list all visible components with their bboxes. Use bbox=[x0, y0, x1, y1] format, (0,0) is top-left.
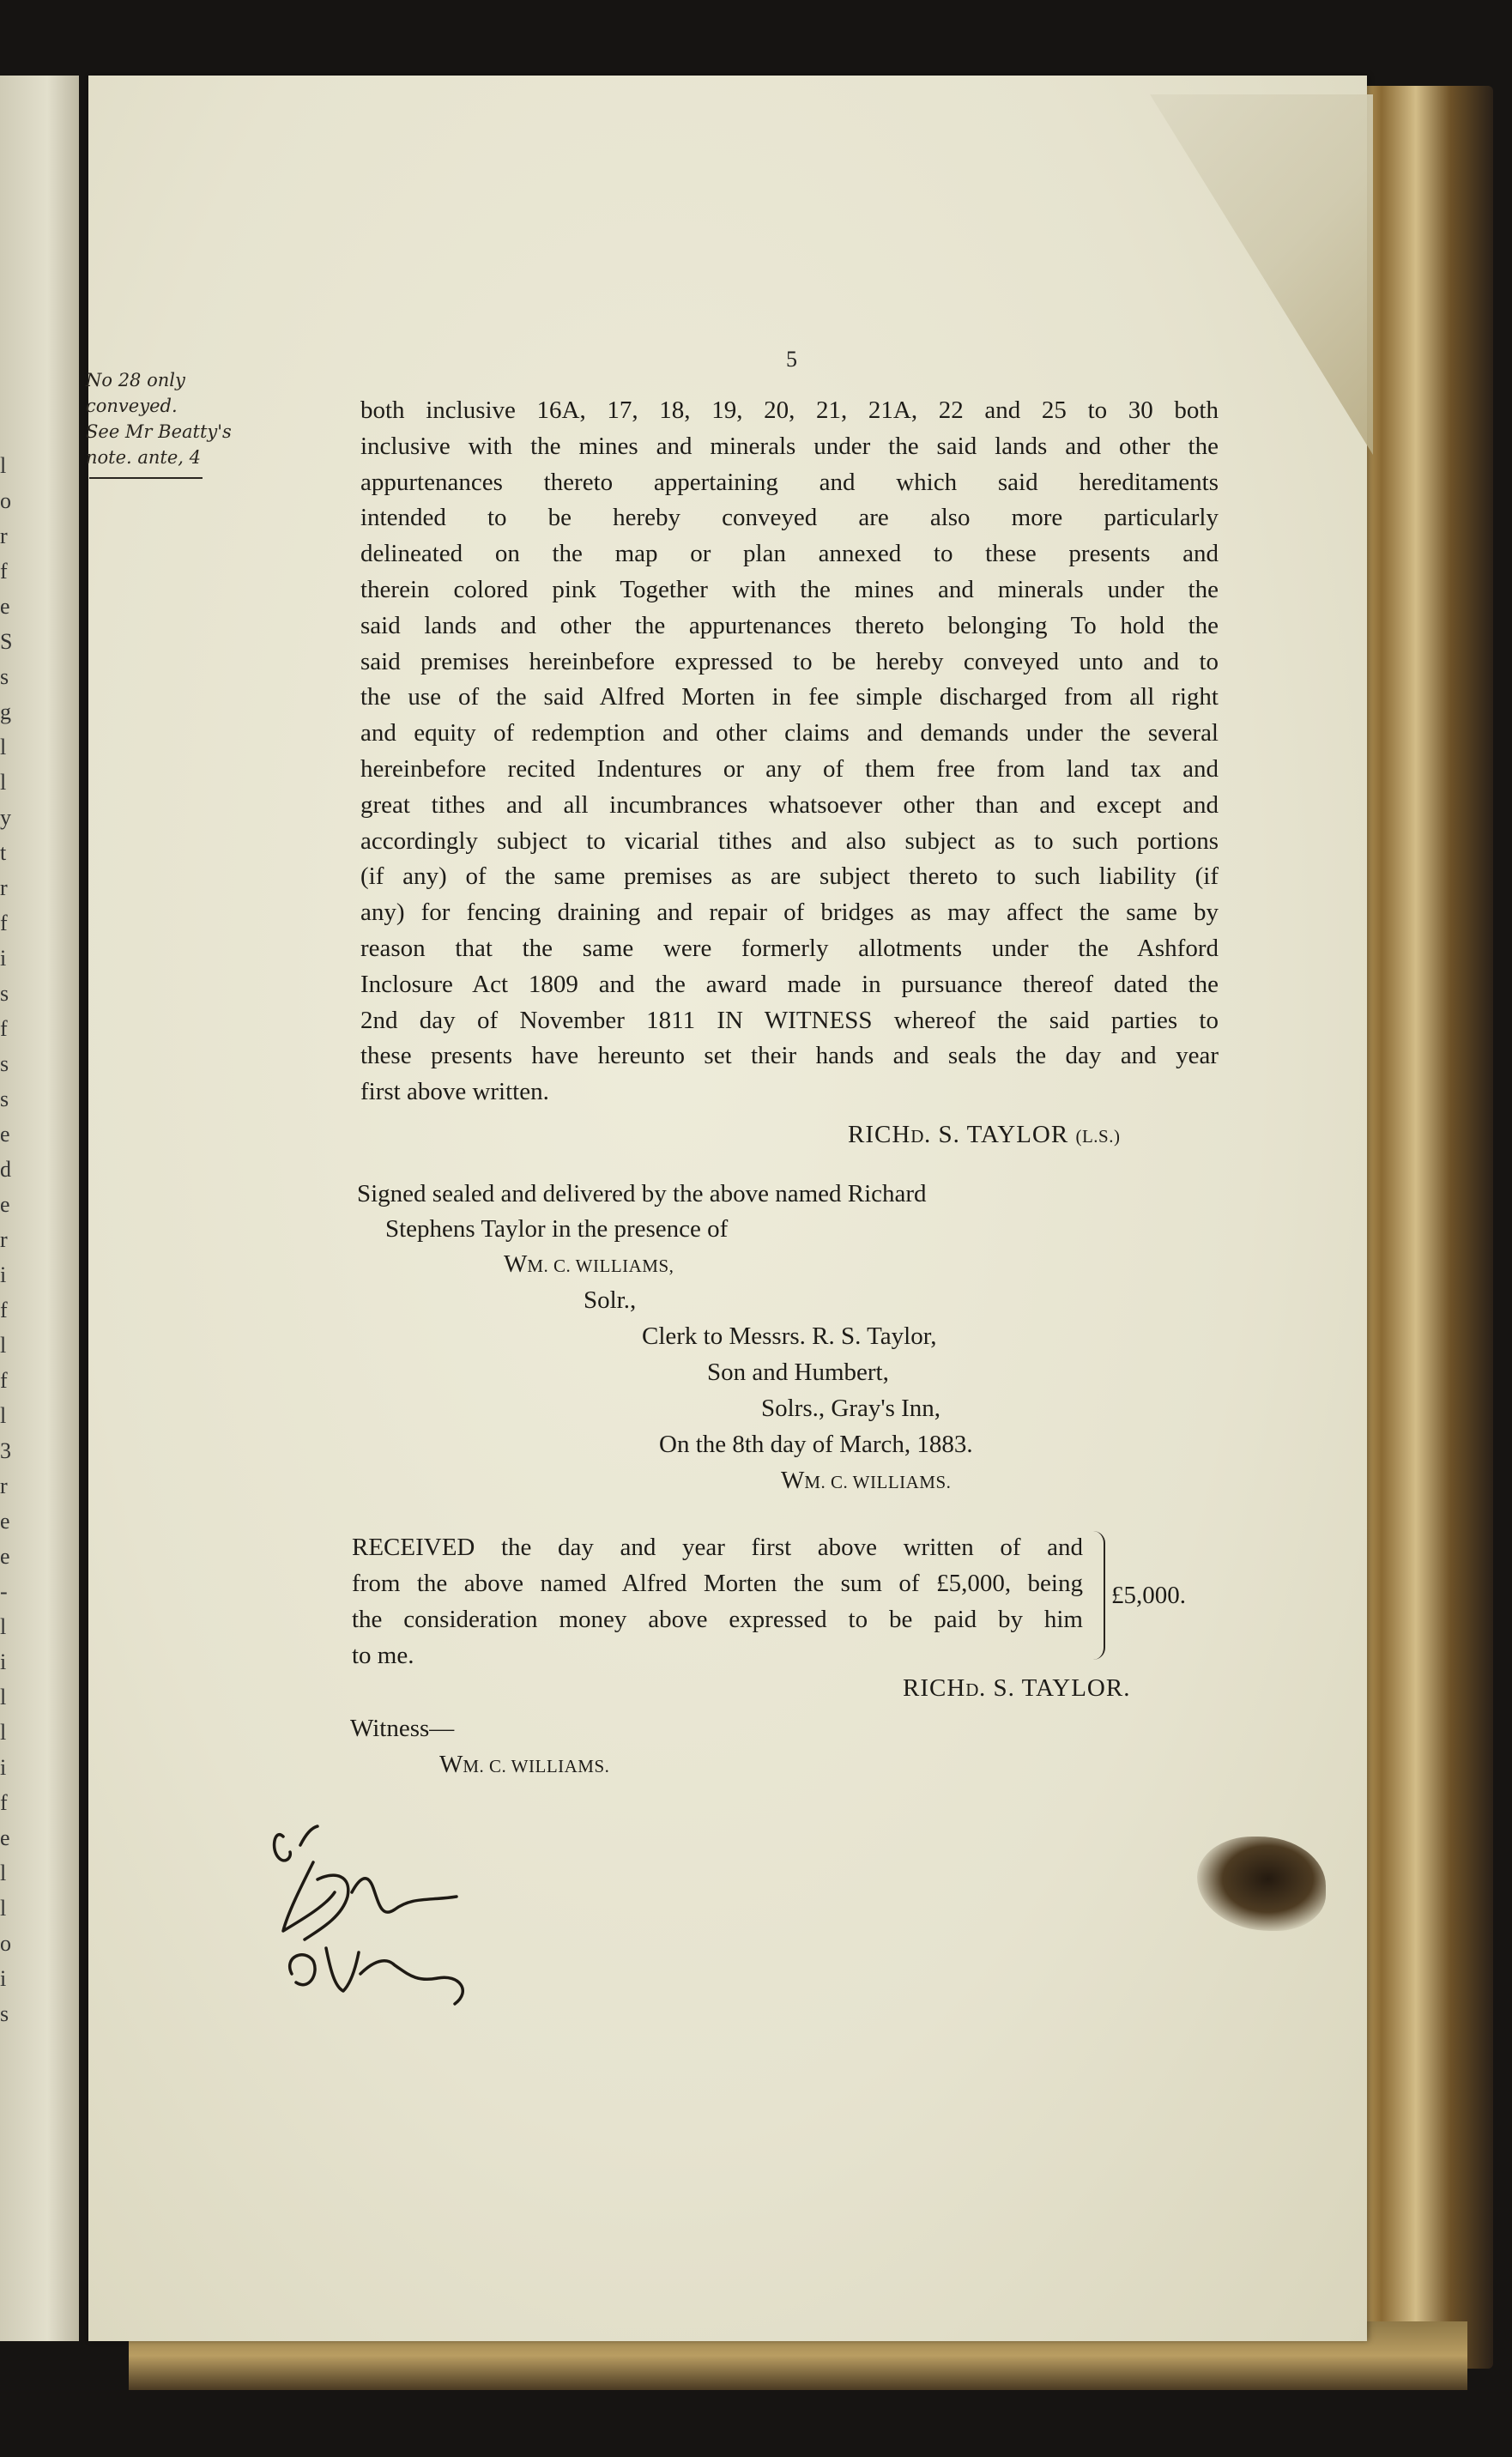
left-page-letter: e bbox=[0, 1544, 10, 1569]
left-page-letter: r bbox=[0, 1227, 8, 1252]
receipt-text-line: the consideration money above expressed to be paid by him bbox=[352, 1606, 1083, 1633]
conveyance-body-text bbox=[360, 393, 1219, 1110]
left-page-letter: r bbox=[0, 1474, 8, 1498]
body-text-line: said premises hereinbefore expressed to be hereby conveyed unto and to bbox=[360, 647, 1219, 675]
witness-title: Solr., bbox=[584, 1286, 637, 1314]
left-page-letter: l bbox=[0, 1896, 7, 1921]
left-page-letter: y bbox=[0, 805, 11, 830]
left-page-letter: e bbox=[0, 1122, 10, 1147]
left-page-letter: l bbox=[0, 453, 7, 478]
taylor-signature-line bbox=[848, 1121, 1120, 1149]
left-page-letter: e bbox=[0, 1192, 10, 1217]
left-page-letter: s bbox=[0, 1051, 9, 1076]
receipt-text-line: to me. bbox=[352, 1642, 414, 1669]
body-text-line: said lands and other the appurtenances thereto belonging To hold the bbox=[360, 611, 1219, 639]
attestation-line: Stephens Taylor in the presence of bbox=[385, 1215, 729, 1243]
receipt-brace bbox=[1083, 1531, 1105, 1660]
body-text-line: both inclusive 16A, 17, 18, 19, 20, 21, 21A, 22 and 25 to 30 both bbox=[360, 396, 1219, 424]
left-page-letter: e bbox=[0, 1509, 10, 1534]
left-page-letter: o bbox=[0, 488, 11, 513]
body-text-line: reason that the same were formerly allotments under the Ashford bbox=[360, 934, 1219, 962]
left-page-letter: i bbox=[0, 1755, 7, 1780]
body-text-line: 2nd day of November 1811 IN WITNESS whereof the said parties to bbox=[360, 1006, 1219, 1034]
left-page-letter: o bbox=[0, 1931, 11, 1956]
handwritten-margin-note bbox=[86, 367, 240, 479]
left-page-letter: f bbox=[0, 1016, 8, 1041]
witness-clerk-line: Clerk to Messrs. R. S. Taylor, bbox=[642, 1322, 937, 1350]
margin-note-line: conveyed. bbox=[86, 396, 178, 416]
handwritten-initials-signature bbox=[266, 1811, 481, 2034]
left-page-letter: s bbox=[0, 1086, 9, 1111]
left-page-letter: l bbox=[0, 1685, 7, 1710]
margin-note-line: See Mr Beatty's bbox=[86, 421, 232, 442]
left-page-letters bbox=[0, 453, 17, 2170]
body-text-line: delineated on the map or plan annexed to these presents and bbox=[360, 540, 1219, 568]
seal-mark: (L.S.) bbox=[1075, 1126, 1121, 1147]
margin-note-rule bbox=[89, 477, 203, 479]
left-page-letter: l bbox=[0, 735, 7, 759]
left-page-letter: s bbox=[0, 981, 9, 1006]
witness-address-line: Solrs., Gray's Inn, bbox=[761, 1395, 941, 1422]
left-page-letter: s bbox=[0, 664, 9, 689]
attestation-signature: WM. C. WILLIAMS. bbox=[781, 1467, 952, 1494]
left-page-letter: i bbox=[0, 1649, 7, 1674]
body-text-line: the use of the said Alfred Morten in fee simple discharged from all right bbox=[360, 683, 1219, 711]
receipt-text-line: from the above named Alfred Morten the sum of £5,000, being bbox=[352, 1570, 1083, 1597]
body-text-line: therein colored pink Together with the mines and minerals under the bbox=[360, 575, 1219, 603]
left-page-letter: f bbox=[0, 1298, 8, 1322]
body-text-line: these presents have hereunto set their hands and seals the day and year bbox=[360, 1042, 1219, 1070]
left-page-letter: l bbox=[0, 1720, 7, 1745]
left-page-letter: l bbox=[0, 770, 7, 795]
left-page-letter: i bbox=[0, 1966, 7, 1991]
left-page-letter: S bbox=[0, 629, 13, 654]
body-text-line: any) for fencing draining and repair of bridges as may affect the same by bbox=[360, 899, 1219, 927]
margin-note-line: No 28 only bbox=[86, 370, 185, 390]
left-page-letter: f bbox=[0, 1368, 8, 1393]
receipt-witness-label: Witness— bbox=[350, 1715, 455, 1742]
witness-firm-line: Son and Humbert, bbox=[707, 1359, 889, 1386]
receipt-witness-name: WM. C. WILLIAMS. bbox=[439, 1751, 610, 1778]
left-page-letter: l bbox=[0, 1403, 7, 1428]
page-number: 5 bbox=[786, 347, 797, 372]
left-page-letter: g bbox=[0, 699, 11, 724]
receipt-amount: £5,000. bbox=[1111, 1582, 1186, 1609]
margin-note-line: note. ante, 4 bbox=[86, 447, 202, 468]
receipt-signatory: RICHD. S. TAYLOR. bbox=[903, 1674, 1131, 1702]
left-page-letter: l bbox=[0, 1861, 7, 1885]
left-page-letter: f bbox=[0, 559, 8, 584]
left-page-letter: - bbox=[0, 1579, 8, 1604]
attestation-line: Signed sealed and delivered by the above named Richard bbox=[357, 1180, 927, 1207]
receipt-text bbox=[352, 1529, 1083, 1673]
body-text-line: first above written. bbox=[360, 1078, 549, 1106]
body-text-line: (if any) of the same premises as are subject thereto to such liability (if bbox=[360, 862, 1219, 891]
body-text-line: and equity of redemption and other claims and demands under the several bbox=[360, 719, 1219, 747]
left-page-letter: l bbox=[0, 1333, 7, 1358]
body-text-line: Inclosure Act 1809 and the award made in pursuance thereof dated the bbox=[360, 970, 1219, 998]
left-page-edge bbox=[0, 76, 79, 2341]
attestation-date: On the 8th day of March, 1883. bbox=[659, 1431, 973, 1458]
body-text-line: great tithes and all incumbrances whatsoever other than and except and bbox=[360, 790, 1219, 819]
left-page-letter: f bbox=[0, 1790, 8, 1815]
body-text-line: accordingly subject to vicarial tithes and also subject as to such portions bbox=[360, 826, 1219, 855]
signatory-name: RICHD. S. TAYLOR bbox=[848, 1121, 1069, 1148]
body-text-line: appurtenances thereto appertaining and which said hereditaments bbox=[360, 468, 1219, 496]
attesting-witness-name: WM. C. WILLIAMS, bbox=[504, 1250, 674, 1278]
left-page-letter: i bbox=[0, 946, 7, 971]
left-page-letter: r bbox=[0, 875, 8, 900]
left-page-letter: e bbox=[0, 594, 10, 619]
body-text-line: hereinbefore recited Indentures or any of them free from land tax and bbox=[360, 754, 1219, 783]
left-page-letter: s bbox=[0, 2001, 9, 2026]
left-page-letter: 3 bbox=[0, 1438, 11, 1463]
left-page-letter: d bbox=[0, 1157, 11, 1182]
body-text-line: inclusive with the mines and minerals under the said lands and other the bbox=[360, 432, 1219, 460]
left-page-letter: l bbox=[0, 1614, 7, 1639]
left-page-letter: t bbox=[0, 840, 7, 865]
body-text-line: intended to be hereby conveyed are also more particularly bbox=[360, 504, 1219, 532]
left-page-letter: r bbox=[0, 523, 8, 548]
left-page-letter: i bbox=[0, 1262, 7, 1287]
left-page-letter: f bbox=[0, 911, 8, 935]
receipt-text-line: RECEIVED the day and year first above written of and bbox=[352, 1534, 1083, 1561]
left-page-letter: e bbox=[0, 1825, 10, 1850]
